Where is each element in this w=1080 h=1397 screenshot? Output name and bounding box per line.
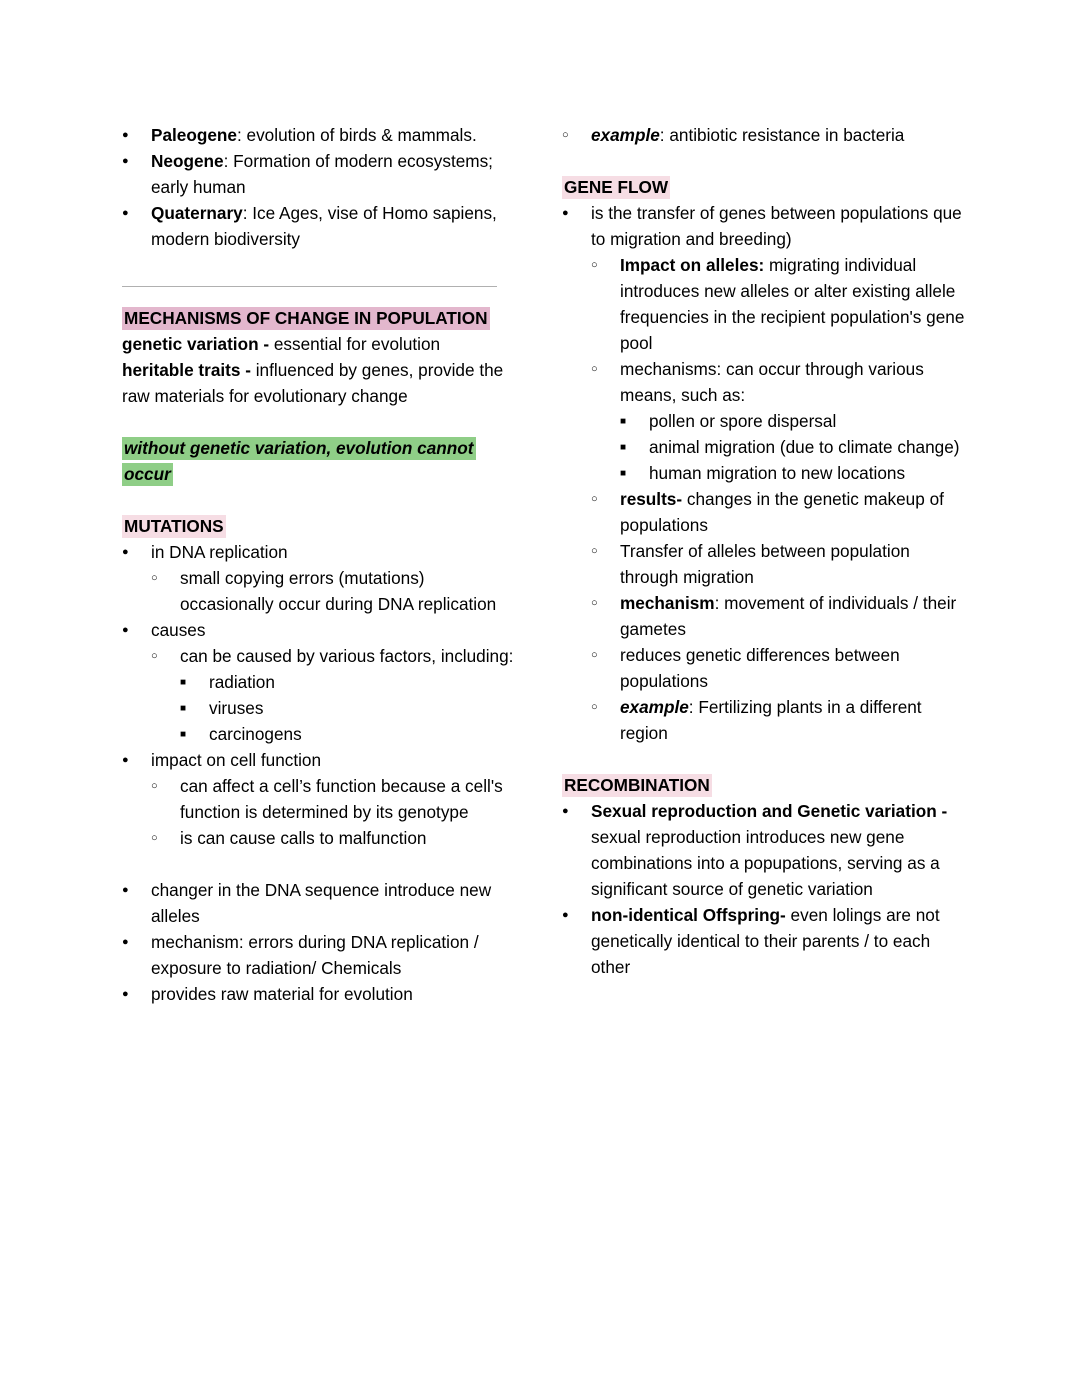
- list-item-label: in DNA replication: [151, 542, 288, 562]
- spacer: [122, 409, 518, 435]
- list-item: [122, 122, 518, 148]
- list-item: [562, 200, 966, 746]
- impact-on-alleles-desc: migrating individual introduces new alleles or alter existing allele frequencies in the recipient population's gene pool: [620, 255, 965, 353]
- gene-flow-heading: [562, 174, 966, 200]
- list-item: [151, 643, 518, 747]
- list-item: [562, 798, 966, 902]
- list-item-label: mechanisms: can occur through various means, such as:: [620, 359, 924, 405]
- spacer: [122, 851, 518, 877]
- list-item: [122, 747, 518, 851]
- mechanism-term: mechanism: [620, 593, 715, 613]
- list-item-label: viruses: [209, 698, 264, 718]
- non-identical-offspring-desc: even lolings are not genetically identical to their parents / to each other: [591, 905, 940, 977]
- mutations-list: [122, 539, 518, 851]
- term-label: Neogene: [151, 151, 224, 171]
- geologic-periods-list: [122, 122, 518, 252]
- recombination-list: [562, 798, 966, 980]
- list-item-label: is the transfer of genes between populations que to migration and breeding): [591, 203, 962, 249]
- list-item: [180, 669, 518, 695]
- list-item-label: can affect a cell’s function because a cell's function is determined by its genotype: [180, 776, 503, 822]
- term-description: : evolution of birds & mammals.: [236, 125, 477, 145]
- list-item: [180, 695, 518, 721]
- list-item-label: human migration to new locations: [649, 463, 906, 483]
- circle-bullet-icon: [151, 643, 171, 672]
- list-item: [591, 486, 966, 538]
- disc-bullet-icon: [562, 902, 582, 931]
- list-item: [122, 981, 518, 1007]
- sexual-reproduction-desc: sexual reproduction introduces new gene combinations into a popupations, serving as a significant source of genetic variation: [591, 827, 940, 899]
- disc-bullet-icon: [122, 877, 142, 906]
- term-description: : Ice Ages, vise of Homo sapiens, modern biodiversity: [151, 203, 497, 249]
- list-item-label: reduces genetic differences between populations: [620, 645, 900, 691]
- disc-bullet-icon: [122, 539, 142, 568]
- list-item-label: mechanism: errors during DNA replication / exposure to radiation/ Chemicals: [151, 932, 479, 978]
- list-item-label: pollen or spore dispersal: [649, 411, 837, 431]
- disc-bullet-icon: [562, 200, 582, 229]
- circle-bullet-icon: [591, 252, 611, 281]
- circle-bullet-icon: [591, 694, 611, 723]
- list-item-label: provides raw material for evolution: [151, 984, 413, 1004]
- list-item-label: changer in the DNA sequence introduce new alleles: [151, 880, 492, 926]
- sublist: [151, 565, 518, 617]
- list-item-label: small copying errors (mutations) occasionally occur during DNA replication: [180, 568, 497, 614]
- list-item-label: carcinogens: [209, 724, 302, 744]
- circle-bullet-icon: [151, 773, 171, 802]
- disc-bullet-icon: [122, 148, 142, 177]
- list-item: [620, 408, 966, 434]
- example-list: [562, 122, 966, 148]
- list-item: [562, 122, 966, 148]
- example-term: example: [620, 697, 689, 717]
- term-label: Quaternary: [151, 203, 243, 223]
- list-item: [122, 877, 518, 929]
- sublist: [620, 408, 966, 486]
- sublist: [591, 252, 966, 746]
- sublist: [151, 773, 518, 851]
- list-item: [620, 434, 966, 460]
- recombination-heading-text: RECOMBINATION: [564, 775, 710, 795]
- genetic-variation-desc: essential for evolution: [269, 334, 441, 354]
- heritable-traits-term: heritable traits -: [122, 360, 251, 380]
- list-item: [591, 694, 966, 746]
- list-item-label: is can cause calls to malfunction: [180, 828, 427, 848]
- sublist: [151, 643, 518, 747]
- circle-bullet-icon: [562, 122, 582, 151]
- disc-bullet-icon: [562, 798, 582, 827]
- left-column: [122, 122, 518, 1007]
- disc-bullet-icon: [122, 981, 142, 1010]
- circle-bullet-icon: [151, 825, 171, 854]
- circle-bullet-icon: [591, 590, 611, 619]
- mutations-heading-text: MUTATIONS: [124, 516, 224, 536]
- list-item: [591, 538, 966, 590]
- spacer: [562, 148, 966, 174]
- disc-bullet-icon: [122, 617, 142, 646]
- list-item: [151, 565, 518, 617]
- results-term: results-: [620, 489, 683, 509]
- circle-bullet-icon: [591, 538, 611, 567]
- list-item-label: causes: [151, 620, 206, 640]
- circle-bullet-icon: [151, 565, 171, 594]
- list-item: [151, 773, 518, 825]
- list-item: [562, 902, 966, 980]
- results-desc: changes in the genetic makeup of populations: [620, 489, 944, 535]
- heritable-traits-line: [122, 357, 518, 409]
- list-item: [591, 356, 966, 486]
- circle-bullet-icon: [591, 486, 611, 515]
- sublist: [180, 669, 518, 747]
- list-item-label: can be caused by various factors, including:: [180, 646, 514, 666]
- spacer: [562, 746, 966, 772]
- mechanisms-heading-text: MECHANISMS OF CHANGE IN POPULATION: [124, 308, 488, 328]
- spacer: [122, 287, 518, 305]
- green-callout-text: without genetic variation, evolution cannot occur: [124, 438, 474, 484]
- list-item: [591, 252, 966, 356]
- heritable-traits-desc: influenced by genes, provide the raw materials for evolutionary change: [122, 360, 504, 406]
- green-callout: [122, 435, 518, 487]
- disc-bullet-icon: [122, 122, 142, 151]
- disc-bullet-icon: [122, 747, 142, 776]
- disc-bullet-icon: [122, 200, 142, 229]
- non-identical-offspring-term: non-identical Offspring-: [591, 905, 786, 925]
- list-item: [180, 721, 518, 747]
- mutations-heading: [122, 513, 518, 539]
- list-item: [122, 148, 518, 200]
- list-item-label: Transfer of alleles between population through migration: [620, 541, 910, 587]
- disc-bullet-icon: [122, 929, 142, 958]
- gene-flow-list: [562, 200, 966, 746]
- list-item: [122, 617, 518, 747]
- list-item: [591, 642, 966, 694]
- circle-bullet-icon: [591, 356, 611, 385]
- list-item: [151, 825, 518, 851]
- list-item-label: animal migration (due to climate change): [649, 437, 960, 457]
- genetic-variation-term: genetic variation -: [122, 334, 270, 354]
- impact-on-alleles-term: Impact on alleles:: [620, 255, 765, 275]
- example-desc: : antibiotic resistance in bacteria: [659, 125, 905, 145]
- spacer: [122, 487, 518, 513]
- mechanisms-heading: [122, 305, 518, 331]
- list-item-label: radiation: [209, 672, 275, 692]
- sexual-reproduction-term: Sexual reproduction and Genetic variation -: [591, 801, 948, 821]
- list-item-label: impact on cell function: [151, 750, 322, 770]
- spacer: [122, 252, 518, 286]
- list-item: [122, 200, 518, 252]
- term-description: : Formation of modern ecosystems; early human: [151, 151, 493, 197]
- circle-bullet-icon: [591, 642, 611, 671]
- genetic-variation-line: [122, 331, 518, 357]
- list-item: [620, 460, 966, 486]
- gene-flow-heading-text: GENE FLOW: [564, 177, 669, 197]
- mutations-tail-list: [122, 877, 518, 1007]
- list-item: [591, 590, 966, 642]
- example-desc: : Fertilizing plants in a different region: [620, 697, 922, 743]
- list-item: [122, 539, 518, 617]
- mechanism-desc: : movement of individuals / their gametes: [620, 593, 957, 639]
- recombination-heading: [562, 772, 966, 798]
- right-column: [562, 122, 966, 980]
- term-label: Paleogene: [151, 125, 237, 145]
- example-term: example: [591, 125, 660, 145]
- list-item: [122, 929, 518, 981]
